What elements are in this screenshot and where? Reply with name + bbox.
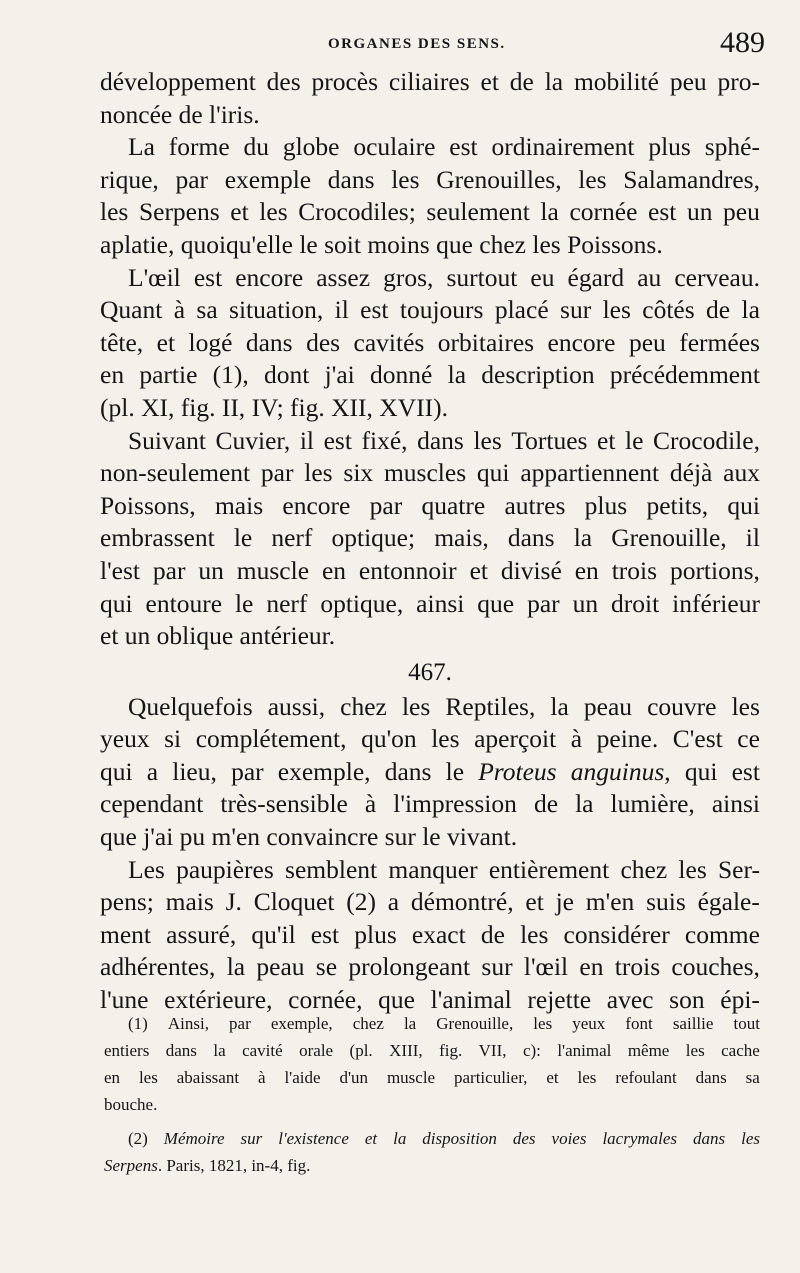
text-line: Quant à sa situation, il est toujours placé sur les côtés de la: [100, 295, 760, 325]
text-line: ment assuré, qu'il est plus exact de les considérer comme: [100, 919, 760, 949]
footnote: [104, 1125, 760, 1179]
text-line: noncée de l'iris.: [100, 99, 260, 129]
text-line: qui a lieu, par exemple, dans le Proteus anguinus, qui est: [100, 756, 760, 786]
text-line: Poissons, mais encore par quatre autres plus petits, qui: [100, 490, 760, 520]
text-line: développement des procès ciliaires et de la mobilité peu pro-: [100, 67, 760, 96]
text-line: L'œil est encore assez gros, surtout eu égard au cerveau.: [128, 262, 760, 292]
text-line: les Serpens et les Crocodiles; seulement la cornée est un peu: [100, 197, 760, 227]
text-line: cependant très-sensible à l'impression de la lumière, ainsi: [100, 789, 760, 819]
footnote-line: Serpens. Paris, 1821, in-4, fig.: [104, 1156, 311, 1175]
page-number: 489: [720, 26, 765, 59]
body-text: [100, 66, 760, 1017]
text-line: non-seulement par les six muscles qui appartiennent déjà aux: [100, 458, 760, 488]
text-line: rique, par exemple dans les Grenouilles, les Salamandres,: [100, 164, 760, 194]
text-line: embrassent le nerf optique; mais, dans la Grenouille, il: [100, 523, 760, 553]
footnote: [104, 1010, 760, 1118]
text-line: en partie (1), dont j'ai donné la description précédemment: [100, 360, 760, 390]
text-line: adhérentes, la peau se prolongeant sur l'œil en trois couches,: [100, 952, 760, 982]
text-line: La forme du globe oculaire est ordinairement plus sphé-: [128, 132, 760, 162]
text-line: l'est par un muscle en entonnoir et divisé en trois portions,: [100, 555, 760, 585]
paragraph: [100, 425, 760, 653]
paragraph: [100, 131, 760, 261]
paragraph: [100, 66, 760, 131]
footnote-line: (1) Ainsi, par exemple, chez la Grenouille, les yeux font saillie tout: [128, 1014, 760, 1033]
text-line: qui entoure le nerf optique, ainsi que par un droit inférieur: [100, 588, 760, 618]
text-line: Les paupières semblent manquer entièrement chez les Ser-: [128, 854, 760, 884]
footnotes: [104, 1010, 760, 1179]
text-line: Quelquefois aussi, chez les Reptiles, la peau couvre les: [128, 691, 760, 721]
text-line: tête, et logé dans des cavités orbitaires encore peu fermées: [100, 327, 760, 357]
text-line: aplatie, quoiqu'elle le soit moins que chez les Poissons.: [100, 229, 663, 259]
text-line: et un oblique antérieur.: [100, 621, 336, 651]
paragraph: [100, 854, 760, 1017]
running-title: ORGANES DES SENS.: [328, 36, 506, 52]
paragraph: [100, 262, 760, 425]
text-line: l'une extérieure, cornée, que l'animal rejette avec son épi-: [100, 985, 760, 1015]
text-line: que j'ai pu m'en convaincre sur le vivant.: [100, 822, 518, 852]
footnote-line: bouche.: [104, 1095, 158, 1114]
text-line: yeux si complétement, qu'on les aperçoit à peine. C'est ce: [100, 724, 760, 754]
text-line: Suivant Cuvier, il est fixé, dans les Tortues et le Crocodile,: [128, 425, 760, 455]
text-line: pens; mais J. Cloquet (2) a démontré, et je m'en suis égale-: [100, 887, 760, 917]
text-line: (pl. XI, fig. II, IV; fig. XII, XVII).: [100, 392, 448, 422]
section-number: 467.: [408, 658, 452, 686]
footnote-line: entiers dans la cavité orale (pl. XIII, fig. VII, c): l'animal même les cache: [104, 1041, 760, 1060]
paragraph: [100, 691, 760, 854]
footnote-line: (2) Mémoire sur l'existence et la disposition des voies lacrymales dans les: [128, 1129, 760, 1148]
footnote-line: en les abaissant à l'aide d'un muscle particulier, et les refoulant dans sa: [104, 1068, 760, 1087]
